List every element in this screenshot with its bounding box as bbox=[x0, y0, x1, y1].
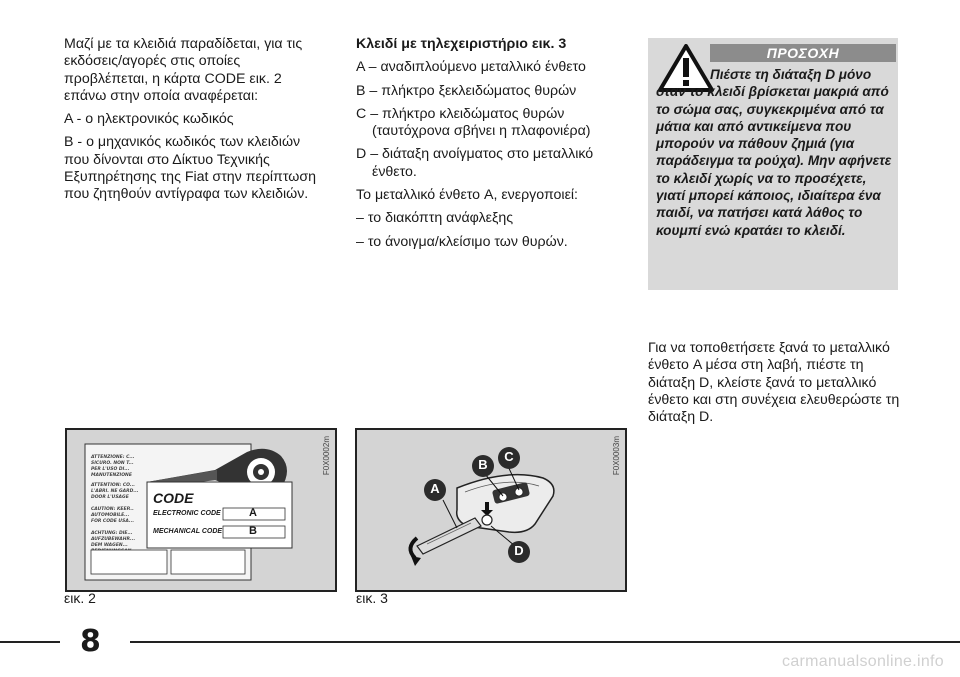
warning-text: Πιέστε τη διάταξη D μόνο όταν το κλειδί βρίσκεται μακριά από το σώμα σας, συγκεκριμένα από τα μάτια και από αντικείμενα που μπορούν να πάθουν ζημιά (για παράδειγμα τα ρούχα). Μην αφήνετε το κλειδί χωρίς να το προσέχετε, γιατί μπορεί κάποιος, ιδιαίτερα ένα παιδί, να πατήσει κατά λάθος το κουμπί ενώ κρατάει το κλειδί. bbox=[656, 67, 892, 238]
svg-text:MANUTENZIONE: MANUTENZIONE bbox=[91, 473, 132, 478]
code-box-b: B bbox=[249, 525, 257, 537]
figure-3-caption: εικ. 3 bbox=[356, 590, 388, 606]
svg-text:AUFZUBEWAHR...: AUFZUBEWAHR... bbox=[91, 537, 136, 542]
svg-text:FOR CODE USA...: FOR CODE USA... bbox=[91, 519, 135, 524]
key-part-d: D – διάταξη ανοίγματος στο μεταλλικό ένθετο. bbox=[356, 146, 594, 180]
svg-text:ATTENTION: CO...: ATTENTION: CO... bbox=[91, 483, 135, 488]
watermark: carmanualsonline.info bbox=[782, 653, 944, 670]
svg-text:L'ABRI. NE GARD...: L'ABRI. NE GARD... bbox=[91, 489, 139, 494]
footer-rule-left bbox=[0, 641, 60, 643]
column-middle bbox=[356, 36, 626, 257]
card-title: CODE bbox=[153, 490, 194, 506]
warning-title: ΠΡΟΣΟΧΗ bbox=[710, 44, 896, 62]
svg-text:CAUTION: KEEP...: CAUTION: KEEP... bbox=[91, 507, 134, 512]
callout-a: A bbox=[430, 481, 440, 496]
bullet-ignition: – το διακόπτη ανάφλεξης bbox=[356, 210, 514, 227]
figure-code-id: F0X0003m bbox=[612, 436, 621, 476]
figure-code-card bbox=[65, 428, 337, 592]
remote-key-illustration bbox=[357, 430, 625, 590]
figure-2-caption: εικ. 2 bbox=[64, 590, 96, 606]
key-part-b: B – πλήκτρο ξεκλειδώματος θυρών bbox=[356, 82, 577, 99]
mechanical-code-label: MECHANICAL CODE bbox=[153, 528, 223, 535]
reinsert-paragraph: Για να τοποθετήσετε ξανά το μεταλλικό ένθετο A μέσα στη λαβή, πιέστε τη διάταξη D, κλείστε ξανά το μεταλλικό ένθετο και στη συνέχεια ελευθερώστε τη διάταξη D. bbox=[648, 340, 900, 426]
section-heading: Κλειδί με τηλεχειριστήριο εικ. 3 bbox=[356, 36, 567, 52]
intro-paragraph: Μαζί με τα κλειδιά παραδίδεται, για τις εκδόσεις/αγορές στις οποίες προβλέπεται, η κάρτα CODE εικ. 2 επάνω στην οποία αναφέρεται: bbox=[64, 36, 303, 104]
code-item-a: A - ο ηλεκτρονικός κωδικός bbox=[64, 111, 234, 128]
figure-remote-key bbox=[355, 428, 627, 592]
callout-b: B bbox=[478, 457, 488, 472]
warning-box bbox=[648, 38, 898, 290]
callout-c: C bbox=[504, 449, 514, 464]
callout-d: D bbox=[514, 543, 524, 558]
svg-text:DOOR L'USAGE: DOOR L'USAGE bbox=[91, 495, 129, 500]
svg-text:DEM WAGEN...: DEM WAGEN... bbox=[91, 543, 128, 548]
insert-paragraph: Το μεταλλικό ένθετο A, ενεργοποιεί: bbox=[356, 187, 578, 204]
bullet-doors: – το άνοιγμα/κλείσιμο των θυρών. bbox=[356, 233, 568, 250]
key-part-c: C – πλήκτρο κλειδώματος θυρών (ταυτόχρονα σβήνει η πλαφονιέρα) bbox=[356, 105, 591, 140]
code-item-b: B - ο μηχανικός κωδικός των κλειδιών που δίνονται στο Δίκτυο Τεχνικής Εξυπηρέτησης της Fiat στην περίπτωση που ζητηθούν αντίγραφα των κλειδιών. bbox=[64, 134, 316, 203]
svg-text:SICURO. NON T...: SICURO. NON T... bbox=[91, 461, 134, 466]
column-left bbox=[64, 36, 326, 210]
column-right bbox=[648, 340, 910, 432]
electronic-code-label: ELECTRONIC CODE bbox=[153, 510, 221, 517]
code-box-a: A bbox=[249, 507, 257, 519]
svg-text:PER L'USO DI...: PER L'USO DI... bbox=[91, 467, 130, 472]
key-part-a: A – αναδιπλούμενο μεταλλικό ένθετο bbox=[356, 59, 586, 76]
figure-code-id: F0X0002m bbox=[322, 436, 331, 476]
footer-rule-right bbox=[130, 641, 960, 643]
svg-text:ATTENZIONE: C...: ATTENZIONE: C... bbox=[91, 455, 135, 460]
svg-text:ACHTUNG: DIE...: ACHTUNG: DIE... bbox=[91, 531, 133, 536]
svg-text:AUTOMOBILE...: AUTOMOBILE... bbox=[91, 513, 130, 518]
page-number: 8 bbox=[80, 624, 101, 659]
